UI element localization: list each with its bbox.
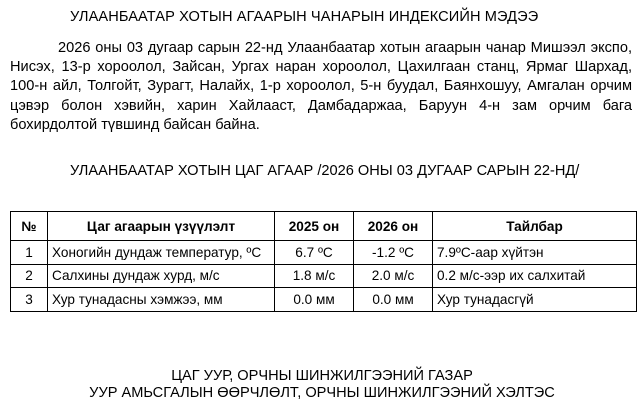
row-number: 2 — [11, 264, 48, 288]
table-header-row — [11, 212, 637, 241]
row-value-2026: -1.2 ºC — [354, 241, 433, 265]
header-number: № — [11, 212, 48, 241]
header-2025: 2025 он — [275, 212, 354, 241]
air-quality-paragraph: 2026 оны 03 дугаар сарын 22-нд Улаанбаатар хотын агаарын чанар Мишээл экспо, Нисэх, 13-р хороолол, Зайсан, Ургах наран хороолол, Цахилгаан станц, Ярмаг Шархад, 100-н айл, Толгойт, Зурагт, Налайх, 1-р хороолол, 5-н буудал, Баянхошуу, Амгалан орчим цэвэр болон хэвийн, харин Хайлааст, Дамбадаржаа, Баруун 4-н зам орчим бага бохирдолтой түвшинд байсан байна. — [10, 40, 632, 133]
row-value-2025: 0.0 мм — [275, 288, 354, 312]
row-value-2026: 2.0 м/с — [354, 264, 433, 288]
footer-division: УУР АМЬСГАЛЫН ӨӨРЧЛӨЛТ, ОРЧНЫ ШИНЖИЛГЭЭНИЙ ХЭЛТЭС — [89, 385, 555, 401]
row-note: Хур тунадасгүй — [433, 288, 637, 312]
weather-table — [10, 211, 637, 312]
footer — [0, 368, 644, 402]
row-note: 0.2 м/с-ээр их салхитай — [433, 264, 637, 288]
row-value-2026: 0.0 мм — [354, 288, 433, 312]
row-note: 7.9ºC-аар хүйтэн — [433, 241, 637, 265]
weather-title: УЛААНБААТАР ХОТЫН ЦАГ АГААР /2026 ОНЫ 03 ДУГААР САРЫН 22-НД/ — [70, 163, 580, 179]
row-indicator: Хоногийн дундаж температур, ºC — [48, 241, 275, 265]
document-title: УЛААНБААТАР ХОТЫН АГААРЫН ЧАНАРЫН ИНДЕКСИЙН МЭДЭЭ — [70, 9, 539, 25]
row-value-2025: 6.7 ºC — [275, 241, 354, 265]
row-value-2025: 1.8 м/с — [275, 264, 354, 288]
header-2026: 2026 он — [354, 212, 433, 241]
table-row — [11, 241, 637, 265]
header-note: Тайлбар — [433, 212, 637, 241]
row-indicator: Хур тунадасны хэмжээ, мм — [48, 288, 275, 312]
footer-department: ЦАГ УУР, ОРЧНЫ ШИНЖИЛГЭЭНИЙ ГАЗАР — [171, 368, 473, 384]
row-number: 1 — [11, 241, 48, 265]
row-indicator: Салхины дундаж хурд, м/с — [48, 264, 275, 288]
table-row — [11, 264, 637, 288]
header-indicator: Цаг агаарын үзүүлэлт — [48, 212, 275, 241]
table-row — [11, 288, 637, 312]
row-number: 3 — [11, 288, 48, 312]
